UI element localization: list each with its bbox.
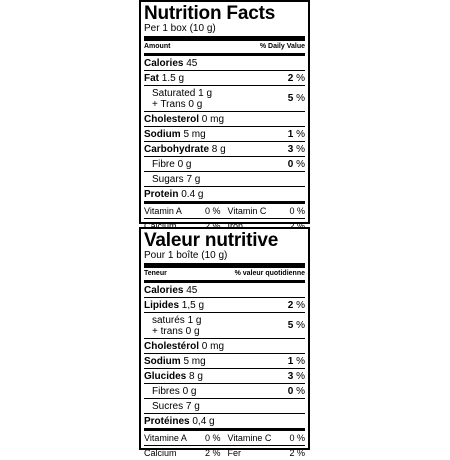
calories-value: 45 bbox=[186, 285, 198, 296]
carbohydrate-amount: 8 g bbox=[211, 144, 226, 155]
fibre-row bbox=[144, 157, 305, 172]
fibre-label: Fibres bbox=[152, 386, 180, 397]
protein-amount: 0,4 g bbox=[192, 416, 215, 427]
sugars-amount: 7 g bbox=[185, 401, 200, 412]
mineral-row bbox=[144, 446, 305, 460]
saturated-trans-row bbox=[144, 313, 305, 339]
percent-sign: % bbox=[296, 144, 305, 155]
vitamin-row bbox=[144, 431, 305, 446]
sugars-label: Sugars bbox=[152, 174, 184, 185]
vitamin-row bbox=[144, 204, 305, 219]
vitamin-a-label: Vitamine A bbox=[144, 433, 187, 443]
cholesterol-amount: 0 mg bbox=[201, 341, 225, 352]
nutrition-facts-panel-english bbox=[139, 0, 310, 231]
saturated-amount: 1 g bbox=[187, 315, 202, 326]
column-header bbox=[144, 268, 305, 283]
fibre-amount: 0 g bbox=[177, 159, 192, 170]
amount-header: Amount bbox=[144, 43, 171, 50]
carbohydrate-dv: 3 bbox=[287, 371, 294, 382]
saturated-label: Saturated bbox=[152, 88, 196, 99]
sodium-dv: 1 bbox=[287, 129, 294, 140]
column-header bbox=[144, 41, 305, 56]
panel-title: Valeur nutritive bbox=[144, 230, 279, 251]
calcium-label: Calcium bbox=[144, 448, 177, 458]
percent-sign: % bbox=[296, 73, 305, 84]
fat-row bbox=[144, 71, 305, 86]
cholesterol-label: Cholesterol bbox=[144, 114, 200, 125]
calcium-dv: 2 % bbox=[204, 221, 221, 231]
fibre-label: Fibre bbox=[152, 159, 175, 170]
carbohydrate-label: Carbohydrate bbox=[144, 144, 210, 155]
serving-size: Per 1 box (10 g) bbox=[144, 23, 216, 34]
sodium-row bbox=[144, 354, 305, 369]
sugars-row bbox=[144, 399, 305, 414]
protein-row bbox=[144, 187, 305, 204]
sodium-dv: 1 bbox=[287, 356, 294, 367]
trans-amount: 0 g bbox=[185, 326, 200, 337]
saturated-dv: 5 bbox=[287, 320, 294, 331]
percent-sign: % bbox=[296, 320, 305, 331]
sodium-amount: 5 mg bbox=[183, 356, 206, 367]
sodium-label: Sodium bbox=[144, 129, 181, 140]
carbohydrate-row bbox=[144, 369, 305, 384]
vitamin-c-dv: 0 % bbox=[289, 206, 305, 216]
vitamin-a-dv: 0 % bbox=[204, 433, 221, 443]
saturated-amount: 1 g bbox=[198, 88, 213, 99]
saturated-trans-row bbox=[144, 86, 305, 112]
iron-label: Iron bbox=[227, 221, 244, 231]
serving-size: Pour 1 boîte (10 g) bbox=[144, 250, 228, 261]
cholesterol-amount: 0 mg bbox=[201, 114, 225, 125]
sugars-row bbox=[144, 172, 305, 187]
carbohydrate-amount: 8 g bbox=[189, 371, 203, 382]
sodium-amount: 5 mg bbox=[183, 129, 206, 140]
carbohydrate-row bbox=[144, 142, 305, 157]
fat-label: Fat bbox=[144, 73, 159, 84]
daily-value-header: % valeur quotidienne bbox=[234, 270, 305, 277]
fat-amount: 1.5 g bbox=[161, 73, 185, 84]
sugars-amount: 7 g bbox=[186, 174, 201, 185]
daily-value-header: % Daily Value bbox=[259, 43, 305, 50]
calories-value: 45 bbox=[186, 58, 198, 69]
fibre-amount: 0 g bbox=[182, 386, 197, 397]
fibre-row bbox=[144, 384, 305, 399]
percent-sign: % bbox=[296, 93, 305, 104]
cholesterol-row bbox=[144, 339, 305, 354]
percent-sign: % bbox=[296, 300, 305, 311]
protein-label: Protein bbox=[144, 189, 179, 200]
saturated-label: saturés bbox=[152, 315, 185, 326]
carbohydrate-label: Glucides bbox=[144, 371, 187, 382]
calories-row bbox=[144, 56, 305, 71]
percent-sign: % bbox=[296, 371, 305, 382]
iron-label: Fer bbox=[227, 448, 241, 458]
vitamin-c-label: Vitamin C bbox=[227, 206, 267, 216]
amount-header: Teneur bbox=[144, 270, 167, 277]
sugars-label: Sucres bbox=[152, 401, 184, 412]
calories-label: Calories bbox=[144, 285, 184, 296]
calcium-dv: 2 % bbox=[204, 448, 221, 458]
calcium-label: Calcium bbox=[144, 221, 177, 231]
vitamin-a-label: Vitamin A bbox=[144, 206, 182, 216]
panel-title: Nutrition Facts bbox=[144, 3, 276, 24]
iron-dv: 2 % bbox=[289, 448, 305, 458]
vitamin-a-dv: 0 % bbox=[204, 206, 221, 216]
trans-label: + Trans bbox=[152, 99, 186, 110]
sodium-label: Sodium bbox=[144, 356, 181, 367]
saturated-dv: 5 bbox=[287, 93, 294, 104]
fibre-dv: 0 bbox=[287, 159, 294, 170]
calories-label: Calories bbox=[144, 58, 184, 69]
percent-sign: % bbox=[296, 159, 305, 170]
vitamin-c-label: Vitamine C bbox=[227, 433, 272, 443]
trans-label: + trans bbox=[152, 326, 183, 337]
fat-dv: 2 bbox=[287, 73, 294, 84]
calories-row bbox=[144, 283, 305, 298]
nutrition-facts-panel-french bbox=[139, 227, 310, 458]
fat-row bbox=[144, 298, 305, 313]
carbohydrate-dv: 3 bbox=[287, 144, 294, 155]
protein-row bbox=[144, 414, 305, 431]
trans-amount: 0 g bbox=[188, 99, 203, 110]
fat-amount: 1,5 g bbox=[181, 300, 205, 311]
cholesterol-label: Cholestérol bbox=[144, 341, 200, 352]
percent-sign: % bbox=[296, 386, 305, 397]
cholesterol-row bbox=[144, 112, 305, 127]
fat-dv: 2 bbox=[287, 300, 294, 311]
protein-label: Protéines bbox=[144, 416, 190, 427]
fat-label: Lipides bbox=[144, 300, 180, 311]
vitamin-c-dv: 0 % bbox=[289, 433, 305, 443]
percent-sign: % bbox=[296, 129, 305, 140]
iron-dv: 2 % bbox=[289, 221, 305, 231]
percent-sign: % bbox=[296, 356, 305, 367]
fibre-dv: 0 bbox=[287, 386, 294, 397]
sodium-row bbox=[144, 127, 305, 142]
protein-amount: 0.4 g bbox=[181, 189, 204, 200]
